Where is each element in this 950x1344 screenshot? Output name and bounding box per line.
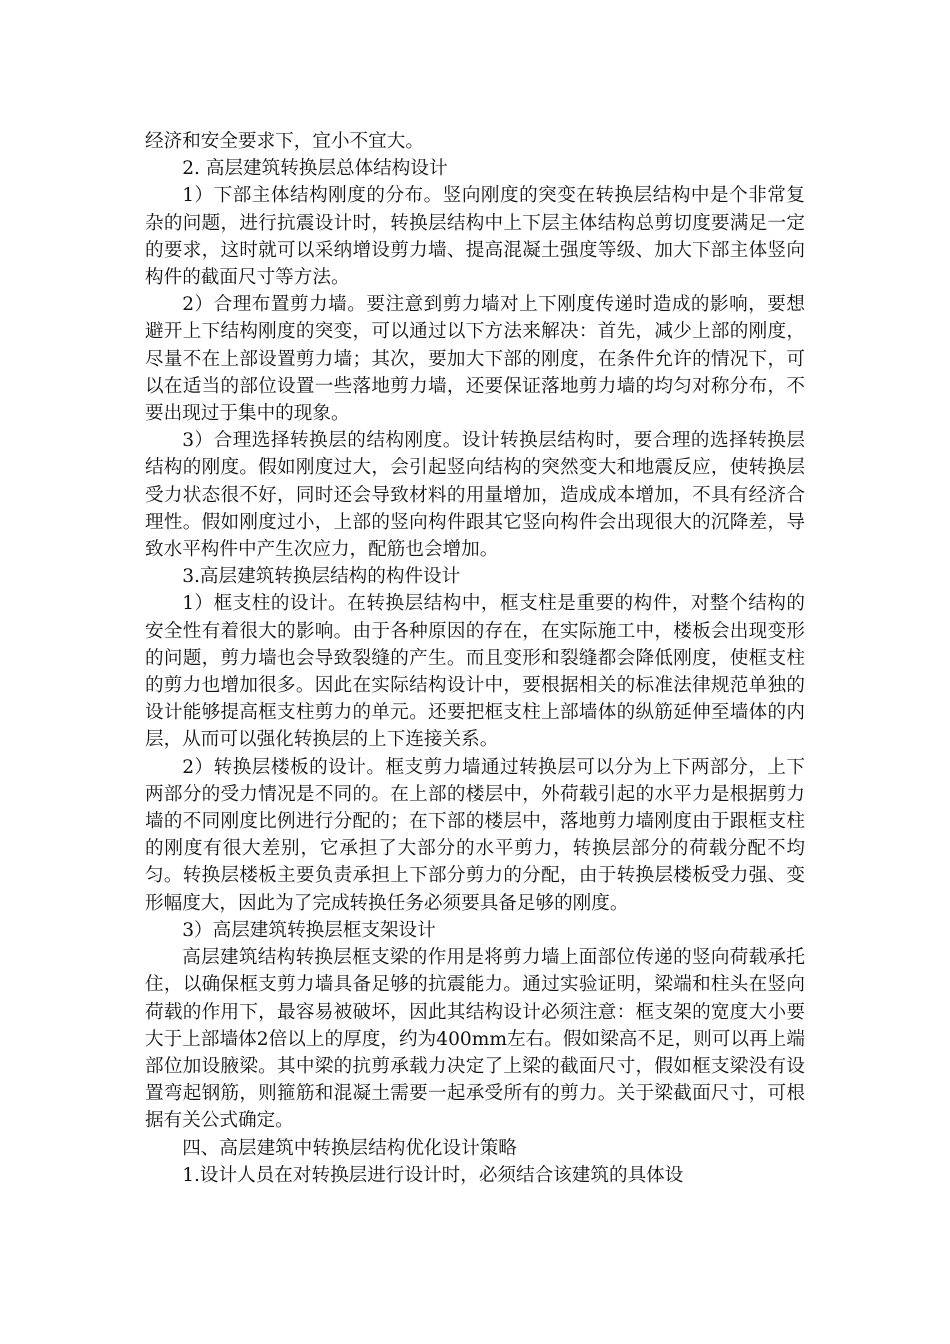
- section-heading: 2. 高层建筑转换层总体结构设计: [182, 158, 448, 180]
- paragraph: 2）转换层楼板的设计。框支剪力墙通过转换层可以分为上下两部分，上下两部分的受力情况是不同的。在上部的楼层中，外荷载引起的水平力是根据剪力墙的不同刚度比例进行分配的；在下部的楼层中，落地剪力墙刚度由于跟框支柱的刚度有很大差别，它承担了大部分的水平剪力，转换层部分的荷载分配不均匀。转换层楼板主要负责承担上下部分剪力的分配，由于转换层楼板受力强、变形幅度大，因此为了完成转换任务必须要具备足够的刚度。: [145, 756, 805, 914]
- paragraph: 1）框支柱的设计。在转换层结构中，框支柱是重要的构件，对整个结构的安全性有着很大的影响。由于各种原因的存在，在实际施工中，楼板会出现变形的问题，剪力墙也会导致裂缝的产生。而且变形和裂缝都会降低刚度，使框支柱的剪力也增加很多。因此在实际结构设计中，要根据相关的标准法律规范单独的设计能够提高框支柱剪力的单元。还要把框支柱上部墙体的纵筋延伸至墙体的内层，从而可以强化转换层的上下连接关系。: [145, 593, 805, 751]
- document-body: [145, 128, 805, 1189]
- section-heading: 3.高层建筑转换层结构的构件设计: [182, 566, 461, 588]
- paragraph: 高层建筑结构转换层框支梁的作用是将剪力墙上面部位传递的竖向荷载承托住，以确保框支剪力墙具备足够的抗震能力。通过实验证明，梁端和柱头在竖向荷载的作用下，最容易被破坏，因此其结构设计必须注意：框支架的宽度大小要大于上部墙体2倍以上的厚度，约为400mm左右。假如梁高不足，则可以再上端部位加设腋梁。其中梁的抗剪承载力决定了上梁的截面尺寸，假如框支梁没有设置弯起钢筋，则箍筋和混凝土需要一起承受所有的剪力。关于梁截面尺寸，可根据有关公式确定。: [145, 947, 805, 1132]
- paragraph: 3）合理选择转换层的结构刚度。设计转换层结构时，要合理的选择转换层结构的刚度。假如刚度过大，会引起竖向结构的突然变大和地震反应，使转换层受力状态很不好，同时还会导致材料的用量增加，造成成本增加，不具有经济合理性。假如刚度过小，上部的竖向构件跟其它竖向构件会出现很大的沉降差，导致水平构件中产生次应力，配筋也会增加。: [145, 430, 805, 561]
- paragraph: 1）下部主体结构刚度的分布。竖向刚度的突变在转换层结构中是个非常复杂的问题，进行抗震设计时，转换层结构中上下层主体结构总剪切度要满足一定的要求，这时就可以采纳增设剪力墙、提高混凝土强度等级、加大下部主体竖向构件的截面尺寸等方法。: [145, 185, 805, 289]
- paragraph: 1.设计人员在对转换层进行设计时，必须结合该建筑的具体设: [182, 1164, 684, 1186]
- subsection-heading: 3）高层建筑转换层框支架设计: [182, 919, 436, 941]
- paragraph: 经济和安全要求下，宜小不宜大。: [145, 131, 424, 152]
- paragraph: 2）合理布置剪力墙。要注意到剪力墙对上下刚度传递时造成的影响，要想避开上下结构刚度的突变，可以通过以下方法来解决：首先，减少上部的刚度，尽量不在上部设置剪力墙；其次，要加大下部的刚度，在条件允许的情况下，可以在适当的部位设置一些落地剪力墙，还要保证落地剪力墙的均匀对称分布，不要出现过于集中的现象。: [145, 294, 805, 425]
- section-heading: 四、高层建筑中转换层结构优化设计策略: [182, 1137, 517, 1159]
